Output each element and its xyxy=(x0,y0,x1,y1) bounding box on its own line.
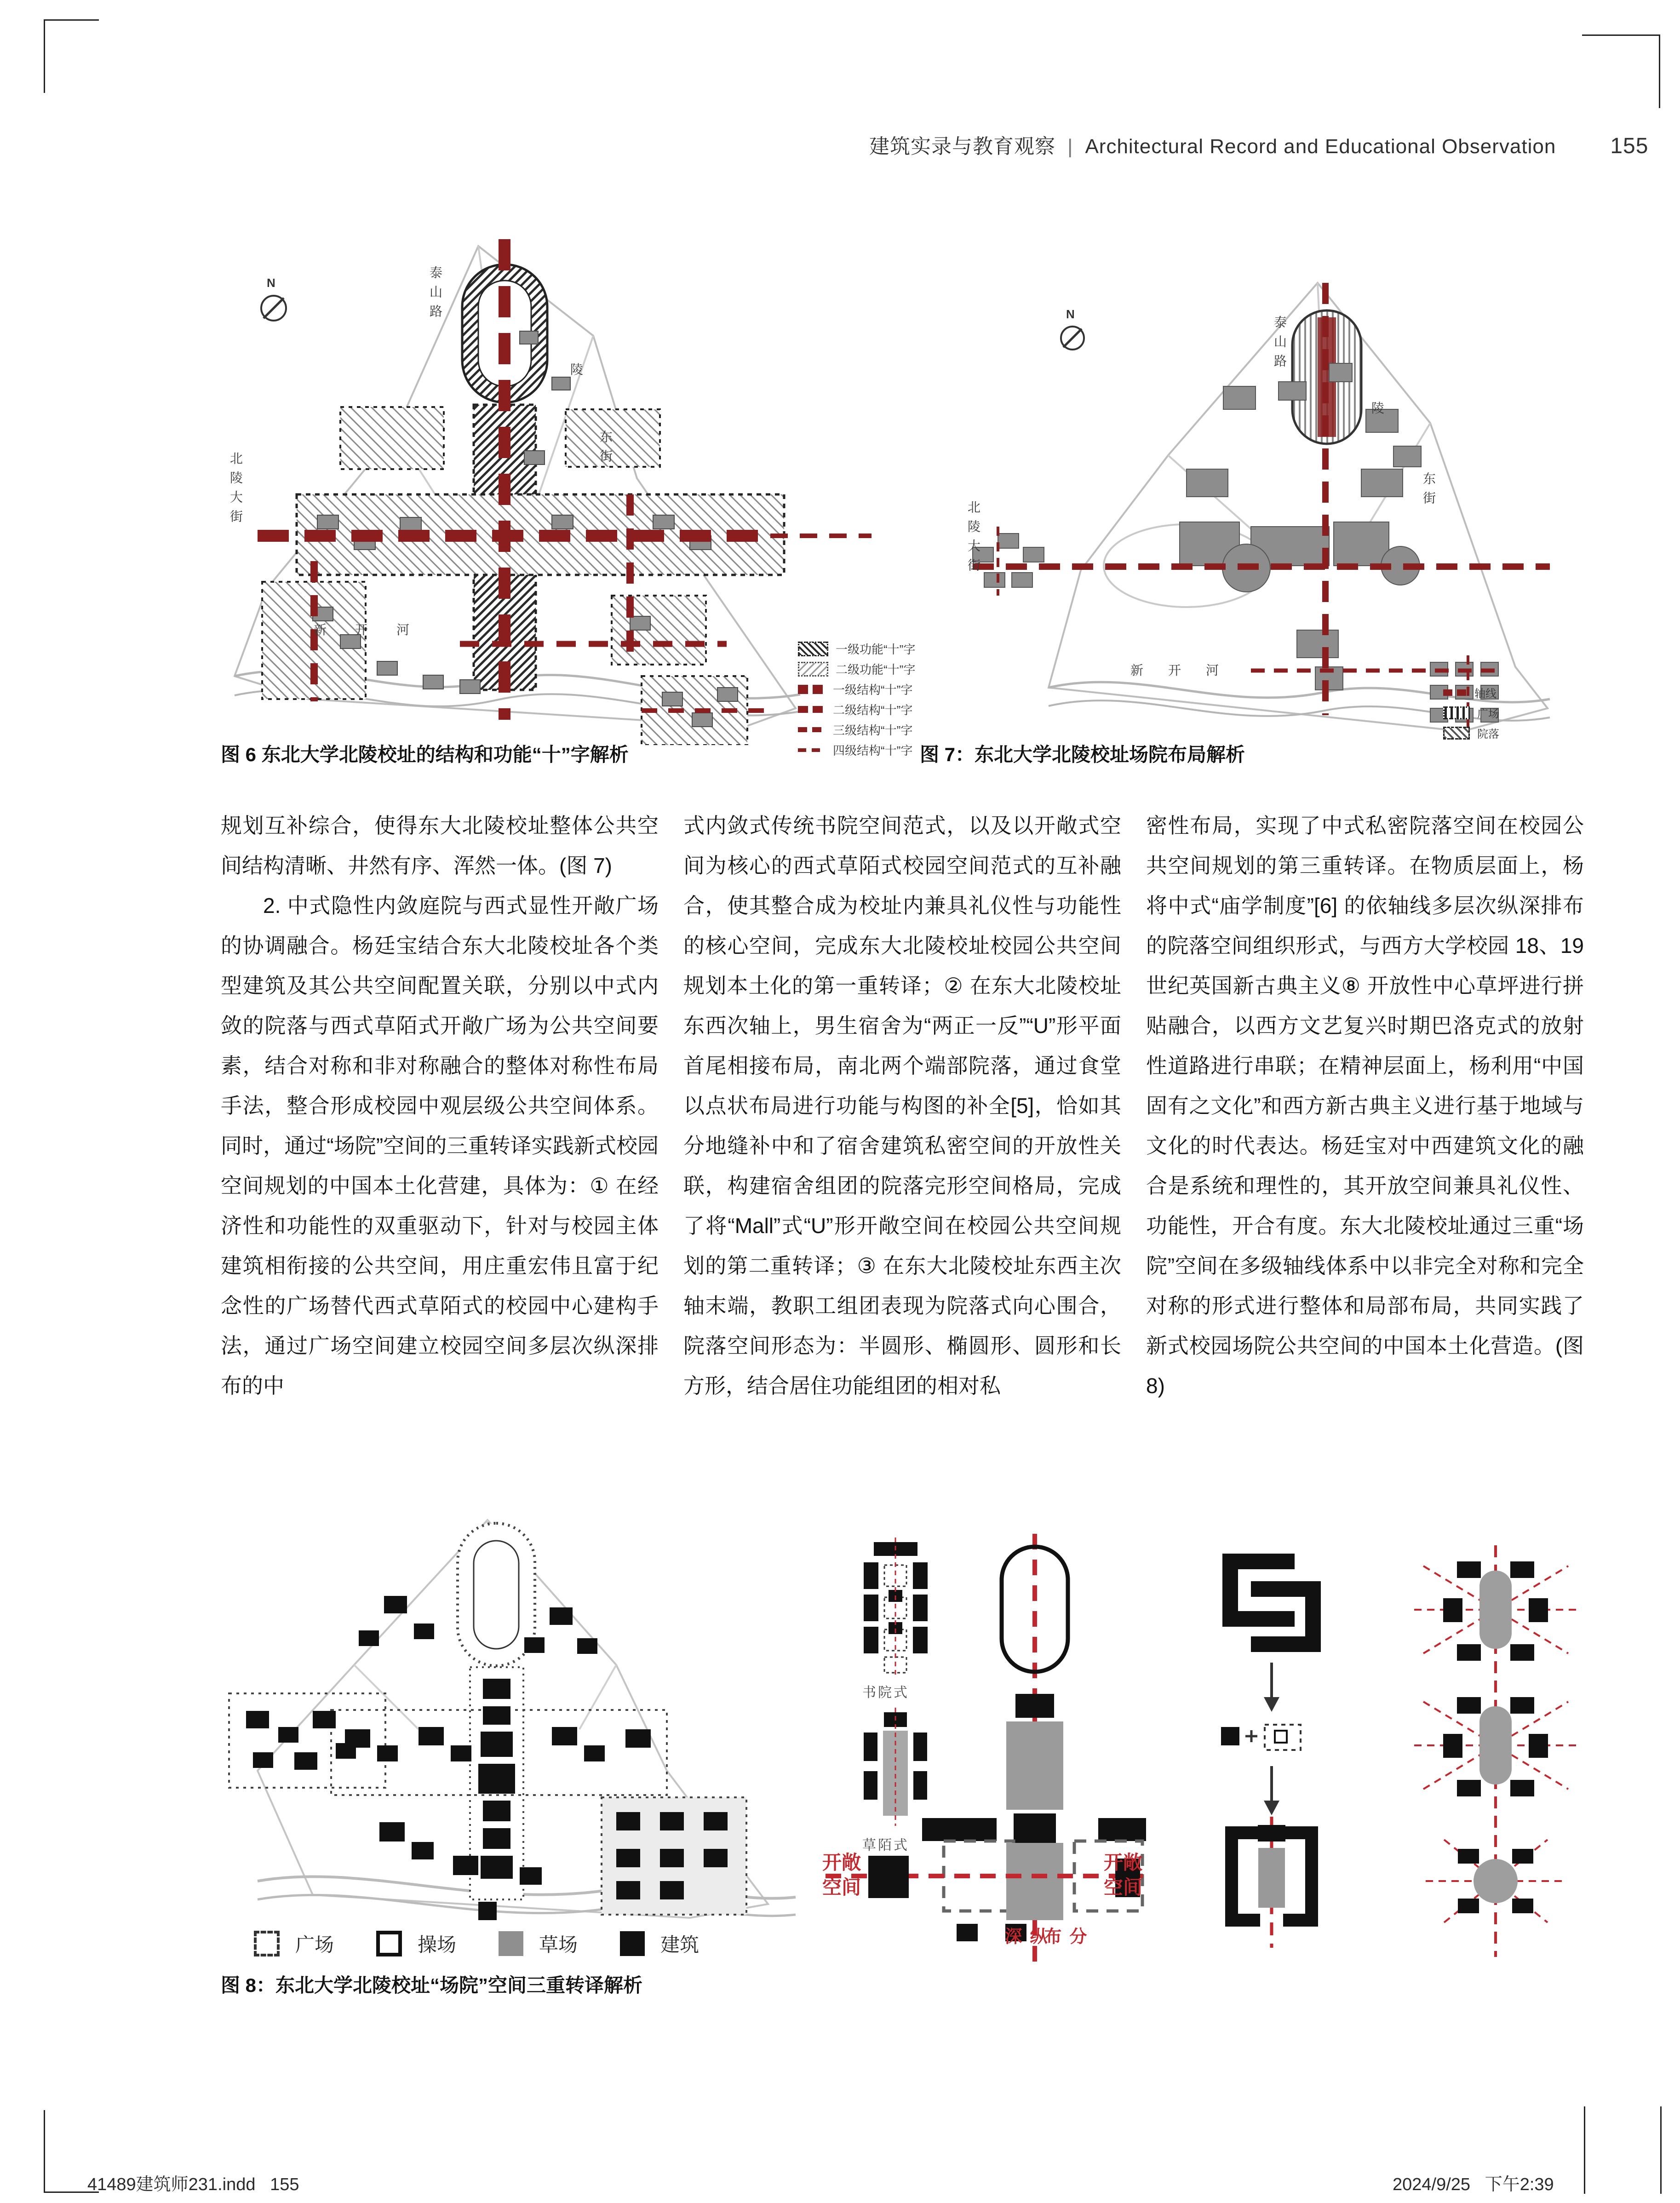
legend-item: 操场 xyxy=(376,1930,456,1957)
street-label-beiling: 北陵大街 xyxy=(229,452,243,529)
legend-item: 建筑 xyxy=(620,1930,699,1957)
figure8-transform-svg xyxy=(1177,1545,1370,1950)
north-label: N xyxy=(1066,307,1075,321)
legend-item: 院落 xyxy=(1443,725,1499,741)
combination-cluster xyxy=(1221,1725,1301,1750)
legend-item: 二级结构“十”字 xyxy=(798,701,915,718)
legend-swatch-courtyard xyxy=(1443,727,1470,740)
arrow-down-icon xyxy=(1264,1663,1279,1712)
section-title-en: Architectural Record and Educational Observation xyxy=(1085,135,1556,158)
crop-mark xyxy=(1582,34,1660,36)
open-space-label-left: 开敞空间 xyxy=(822,1852,861,1898)
figure8-axis-diagram xyxy=(819,1534,1150,1968)
crop-mark xyxy=(1659,34,1660,108)
caomo-label: 草陌式 xyxy=(862,1838,909,1853)
page-number: 155 xyxy=(1610,134,1649,158)
shuyuan-label: 书院式 xyxy=(862,1685,909,1700)
street-label-taishan: 泰山路 xyxy=(428,266,442,324)
legend-swatch-field xyxy=(376,1931,402,1956)
north-arrow-icon xyxy=(261,296,286,321)
figure8-cluster-diagram xyxy=(1389,1545,1600,1959)
legend-swatch-dash-1 xyxy=(798,685,826,694)
shuyuan-mini-diagram xyxy=(864,1538,928,1677)
north-label: N xyxy=(267,276,275,290)
paragraph: 密性布局，实现了中式私密院落空间在校园公共空间规划的第三重转译。在物质层面上，杨将中式“庙学制度”[6] 的依轴线多层次纵深排布的院落空间组织形式，与西方大学校园 18、19 世纪英国新古典主义⑧ 开放性中心草坪进行拼贴融合，以西方文艺复兴时期巴洛克式的放射性道路进行串联；在精神层面上，杨利用“中国固有之文化”和西方新古典主义进行基于地域与文化的时代表达。杨廷宝对中西建筑文化的融合是系统和理性的，其开放空间兼具礼仪性、功能性，开合有度。东大北陵校址通过三重“场院”空间在多级轴线体系中以非完全对称和完全对称的形式进行整体和局部布局，共同实践了新式校园场院公共空间的中国本土化营造。(图 8) xyxy=(1146,814,1584,1398)
legend-swatch-hatch-dark xyxy=(798,642,828,656)
paragraph: 式内敛式传统书院空间范式，以及以开敞式空间为核心的西式草陌式校园空间范式的互补融合，使其整合成为校址内兼具礼仪性与功能性的核心空间，完成东大北陵校址校园公共空间规划本土化的第一重转译；② 在东大北陵校址东西次轴上，男生宿舍为“两正一反”“U”形平面首尾相接布局，南北两个端部院落，通过食堂以点状布局进行功能与构图的补全[5]，恰如其分地缝补中和了宿舍建筑私密空间的开放性关联，构建宿舍组团的院落完形空间格局，完成了将“Mall”式“U”形开敞空间在校园公共空间规划的第二重转译；③ 在东大北陵校址东西主次轴末端，教职工组团表现为院落式向心围合，院落空间形态为：半圆形、椭圆形、圆形和长方形，结合居住功能组团的相对私 xyxy=(683,814,1121,1398)
crop-mark xyxy=(44,2110,45,2193)
legend-item: 一级功能“十”字 xyxy=(798,640,915,657)
body-column-1 xyxy=(221,806,659,1406)
body-column-2 xyxy=(683,806,1121,1406)
legend-swatch-plaza xyxy=(1443,706,1470,719)
figure8-axis-svg xyxy=(819,1534,1150,1968)
bracket-courtyard xyxy=(1232,1817,1312,1948)
street-label-taishan: 泰山路 xyxy=(1273,316,1287,373)
north-arrow-icon xyxy=(1061,327,1084,350)
figure7 xyxy=(929,271,1587,750)
figure7-caption: 图 7：东北大学北陵校址场院布局解析 xyxy=(920,744,1245,765)
river-label-xinkai: 新开河 xyxy=(1130,663,1244,677)
street-label-ling: 陵 xyxy=(1371,401,1385,415)
crop-mark xyxy=(1660,2106,1662,2194)
figure8-transform-diagram xyxy=(1177,1545,1370,1950)
courtyard-cluster xyxy=(1414,1697,1577,1796)
figure8-map xyxy=(202,1513,809,1927)
crop-mark xyxy=(44,19,99,21)
arrow-down-icon xyxy=(1264,1766,1279,1815)
legend-swatch-axis xyxy=(1443,689,1467,696)
figure8-map-svg xyxy=(202,1513,809,1927)
caomo-mini-diagram xyxy=(864,1708,927,1826)
zongshen-label: 纵深 xyxy=(1002,1927,1046,1948)
legend-item: 三级结构“十”字 xyxy=(798,721,915,738)
street-label-beiling: 北陵大街 xyxy=(966,500,980,578)
street-label-dongjie: 东街 xyxy=(598,430,613,469)
river-label-xinkai: 新开河 xyxy=(314,623,438,637)
legend-item: 广场 xyxy=(1443,705,1499,721)
figure6-legend xyxy=(798,640,915,758)
street-label-ling: 陵 xyxy=(570,362,584,377)
figure8-caption: 图 8：东北大学北陵校址“场院”空间三重转译解析 xyxy=(221,1974,643,1996)
courtyard-cluster-round xyxy=(1426,1840,1566,1922)
crop-mark xyxy=(44,19,45,93)
paragraph: 2. 中式隐性内敛庭院与西式显性开敞广场的协调融合。杨廷宝结合东大北陵校址各个类型建筑及其公共空间配置关联，分别以中式内敛的院落与西式草陌式开敞广场为公共空间要素，结合对称和非对称融合的整体对称性布局手法，整合形成校园中观层级公共空间体系。同时，通过“场院”空间的三重转译实践新式校园空间规划的中国本土化营建，具体为：① 在经济性和功能性的双重驱动下，针对与校园主体建筑相衔接的公共空间，用庄重宏伟且富于纪念性的广场替代西式草陌式的校园中心建构手法，通过广场空间建立校园空间多层次纵深排布的中 xyxy=(221,894,659,1398)
body-column-3 xyxy=(1146,806,1584,1406)
header-divider: | xyxy=(1067,135,1073,158)
open-space-label-right: 开敞空间 xyxy=(1104,1852,1143,1898)
legend-swatch-lawn xyxy=(499,1931,523,1956)
figure7-map xyxy=(929,271,1587,750)
legend-item: 一级结构“十”字 xyxy=(798,681,915,698)
footer-timestamp: 2024/9/25 下午2:39 xyxy=(1393,2175,1554,2194)
legend-item: 四级结构“十”字 xyxy=(798,741,915,758)
fenbu-label: 分布 xyxy=(1041,1927,1086,1948)
legend-swatch-dash-4 xyxy=(798,748,826,752)
legend-swatch-dash-2 xyxy=(798,706,826,713)
legend-swatch-dash-3 xyxy=(798,727,826,732)
footer-filename: 41489建筑师231.indd 155 xyxy=(87,2175,299,2194)
legend-item: 广场 xyxy=(254,1930,334,1957)
legend-item: 轴线 xyxy=(1443,684,1499,700)
figure8-legend xyxy=(254,1930,699,1957)
legend-item: 二级功能“十”字 xyxy=(798,660,915,677)
figure6-caption: 图 6 东北大学北陵校址的结构和功能“十”字解析 xyxy=(221,744,629,765)
legend-swatch-building xyxy=(620,1931,645,1956)
legend-swatch-hatch-light xyxy=(798,662,828,677)
legend-swatch-plaza xyxy=(254,1931,280,1956)
paragraph: 规划互补综合，使得东大北陵校址整体公共空间结构清晰、井然有序、浑然一体。(图 7) xyxy=(221,814,659,878)
legend-item: 草场 xyxy=(499,1930,578,1957)
courtyard-cluster xyxy=(1414,1561,1577,1661)
street-label-dongjie: 东街 xyxy=(1422,472,1436,511)
page-header xyxy=(869,130,1649,159)
figure8-cluster-svg xyxy=(1389,1545,1600,1959)
crop-mark xyxy=(1584,2106,1585,2194)
figure7-legend xyxy=(1443,684,1499,741)
section-title-cn: 建筑实录与教育观察 xyxy=(869,135,1055,158)
